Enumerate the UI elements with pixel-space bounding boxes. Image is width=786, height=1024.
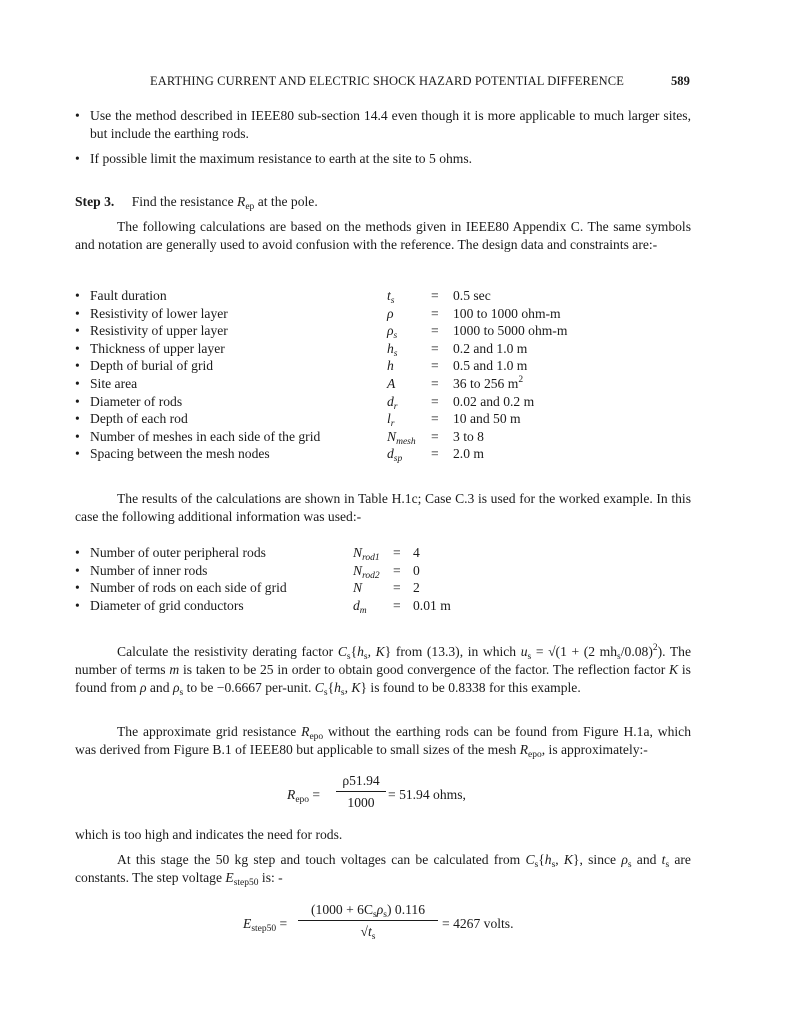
item-label: Diameter of rods: [90, 393, 183, 409]
bullet-icon: •: [75, 580, 80, 596]
item-value: 0.5 and 1.0 m: [453, 358, 528, 374]
item-label: Number of outer peripheral rods: [90, 545, 266, 560]
item-symbol: $d_{sp}$: [387, 446, 403, 465]
design-data-row: [75, 445, 695, 463]
equation-estep-rhs: = 4267 volts.: [442, 916, 514, 931]
running-title: EARTHING CURRENT AND ELECTRIC SHOCK HAZARD POTENTIAL DIFFERENCE: [150, 74, 624, 88]
bullet-icon: •: [75, 446, 80, 462]
page-number: 589: [670, 74, 690, 88]
item-value: 3 to 8: [453, 428, 484, 444]
item-value: 100 to 1000 ohm-m: [453, 305, 561, 321]
step-symbol: R: [237, 194, 246, 209]
equation-estep-lhs: $E_{step50}$ =: [243, 916, 288, 934]
equation-repo-rhs: = 51.94 ohms,: [388, 787, 466, 802]
bullet-icon: •: [75, 340, 80, 356]
bullet-icon: •: [75, 108, 80, 123]
equation-repo-fraction: [336, 772, 386, 812]
equals-sign: =: [431, 446, 439, 462]
item-symbol: $t_s$: [387, 288, 395, 306]
item-value: 0.5 sec: [453, 288, 491, 303]
item-symbol: $N_{rod1}$: [353, 545, 380, 563]
step-label: Step 3.: [75, 194, 115, 209]
equals-sign: =: [431, 358, 439, 374]
item-label: Number of rods on each side of grid: [90, 580, 287, 596]
item-symbol: $\rho_s$: [387, 323, 398, 342]
item-symbol: $h_s$: [387, 340, 398, 359]
additional-data-row: [75, 579, 695, 597]
item-value: 2: [413, 580, 420, 596]
step-heading: [75, 193, 318, 211]
item-symbol: $l_r$: [387, 411, 395, 430]
item-value: 0.2 and 1.0 m: [453, 340, 528, 356]
equation-repo-lhs: $R_{epo}$ =: [287, 787, 321, 805]
item-symbol: ρ: [387, 305, 394, 321]
design-data-row: [75, 287, 695, 305]
results-paragraph: The results of the calculations are shown in Table H.1c; Case C.3 is used for the worked example. In this case the following additional information was used:-: [75, 491, 691, 524]
item-value: 1000 to 5000 ohm-m: [453, 323, 568, 339]
design-data-row: [75, 375, 695, 393]
grid-resistance-paragraph: The approximate grid resistance $R_{epo}$ without the earthing rods can be found from Figure H.1a, which was derived from Figure B.1 of IEEE80 but applicable to small sizes of the mesh $R_{epo}$, is approximately:-: [75, 724, 691, 760]
equals-sign: =: [393, 545, 401, 560]
equals-sign: =: [431, 288, 439, 303]
equals-sign: =: [431, 428, 439, 444]
bullet-icon: •: [75, 428, 80, 444]
step-symbol-sub: ep: [245, 202, 255, 212]
fraction-denominator: $√t_s$: [360, 924, 376, 942]
item-label: Fault duration: [90, 288, 167, 303]
item-label: Resistivity of lower layer: [90, 305, 228, 321]
additional-data-row: [75, 597, 695, 615]
step-title: Find the resistance: [131, 194, 234, 209]
intro-paragraph: The following calculations are based on the methods given in IEEE80 Appendix C. The same symbols and notation are generally used to avoid confusion with the reference. The design data and constraints are:-: [75, 219, 691, 252]
equals-sign: =: [393, 580, 401, 596]
item-symbol: A: [387, 376, 396, 391]
derating-paragraph: Calculate the resistivity derating factor $C_s\{h_s$, K} from (13.3), in which $u_s = √(1 + (2$ $mh_s/0.08)^2$). The number of terms m is taken to be 25 in order to obtain good convergence of the factor. The reflection factor K is found from ρ and $\rho_s$ to be −0.6667 per-unit. $C_s\{h_s$, K} is found to be 0.8338 for this example.: [75, 643, 692, 698]
bullet-item: [75, 107, 691, 143]
design-data-row: [75, 322, 695, 340]
item-symbol: $d_r$: [387, 393, 398, 412]
item-label: Depth of each rod: [90, 411, 188, 427]
fraction-bar: [298, 920, 438, 921]
bullet-icon: •: [75, 151, 80, 166]
equals-sign: =: [393, 562, 401, 578]
item-symbol: $N_{rod2}$: [353, 562, 380, 581]
bullet-icon: •: [75, 323, 80, 339]
item-label: Number of inner rods: [90, 562, 208, 578]
rods-paragraph: which is too high and indicates the need for rods.: [75, 827, 343, 842]
bullet-icon: •: [75, 376, 80, 391]
item-value: 36 to 256 $m^2$: [453, 375, 524, 391]
bullet-icon: •: [75, 597, 80, 613]
bullet-text: If possible limit the maximum resistance to earth at the site to 5 ohms.: [90, 151, 473, 166]
step-title-end: at the pole.: [257, 194, 318, 209]
equals-sign: =: [431, 323, 439, 339]
bullet-icon: •: [75, 288, 80, 303]
bullet-icon: •: [75, 545, 80, 560]
fraction-denominator: 1000: [347, 795, 375, 810]
item-symbol: $N_{mesh}$: [387, 428, 416, 447]
design-data-row: [75, 340, 695, 358]
item-value: 0.01 m: [413, 597, 451, 613]
design-data-row: [75, 393, 695, 411]
design-data-row: [75, 410, 695, 428]
equals-sign: =: [393, 597, 401, 613]
additional-data-row: [75, 562, 695, 580]
item-symbol: N: [353, 580, 363, 596]
bullet-icon: •: [75, 305, 80, 321]
equals-sign: =: [431, 376, 439, 391]
equals-sign: =: [431, 411, 439, 427]
item-label: Spacing between the mesh nodes: [90, 446, 270, 462]
fraction-bar: [336, 791, 386, 792]
additional-data-row: [75, 544, 695, 562]
item-value: 2.0 m: [453, 446, 484, 462]
running-header: [150, 72, 690, 90]
item-value: 4: [413, 545, 420, 560]
item-symbol: h: [387, 358, 394, 374]
design-data-row: [75, 357, 695, 375]
step-voltage-paragraph: At this stage the 50 kg step and touch voltages can be calculated from $C_s\{h_s$, K}, since $\rho_s$ and $t_s$ are constants. The step voltage $E_{step50}$ is: -: [75, 852, 691, 888]
bullet-icon: •: [75, 393, 80, 409]
item-label: Resistivity of upper layer: [90, 323, 228, 339]
item-value: 10 and 50 m: [453, 411, 521, 427]
item-label: Number of meshes in each side of the grid: [90, 428, 321, 444]
equals-sign: =: [431, 305, 439, 321]
design-data-row: [75, 428, 695, 446]
design-data-row: [75, 305, 695, 323]
equals-sign: =: [431, 393, 439, 409]
equals-sign: =: [431, 340, 439, 356]
bullet-text: Use the method described in IEEE80 sub-section 14.4 even though it is more applicable to much larger sites, but include the earthing rods.: [90, 108, 691, 141]
item-symbol: $d_m$: [353, 597, 367, 616]
bullet-icon: •: [75, 411, 80, 427]
fraction-numerator: $(1000 + 6C_s\rho_s)$ 0.116: [311, 902, 425, 920]
item-value: 0.02 and 0.2 m: [453, 393, 535, 409]
item-value: 0: [413, 562, 420, 578]
bullet-icon: •: [75, 562, 80, 578]
item-label: Site area: [90, 376, 138, 391]
equation-estep-fraction: [298, 901, 438, 941]
item-label: Diameter of grid conductors: [90, 597, 244, 613]
bullet-item: [75, 150, 691, 168]
bullet-icon: •: [75, 358, 80, 374]
item-label: Depth of burial of grid: [90, 358, 214, 374]
item-label: Thickness of upper layer: [90, 340, 225, 356]
fraction-numerator: ρ51.94: [342, 773, 380, 788]
